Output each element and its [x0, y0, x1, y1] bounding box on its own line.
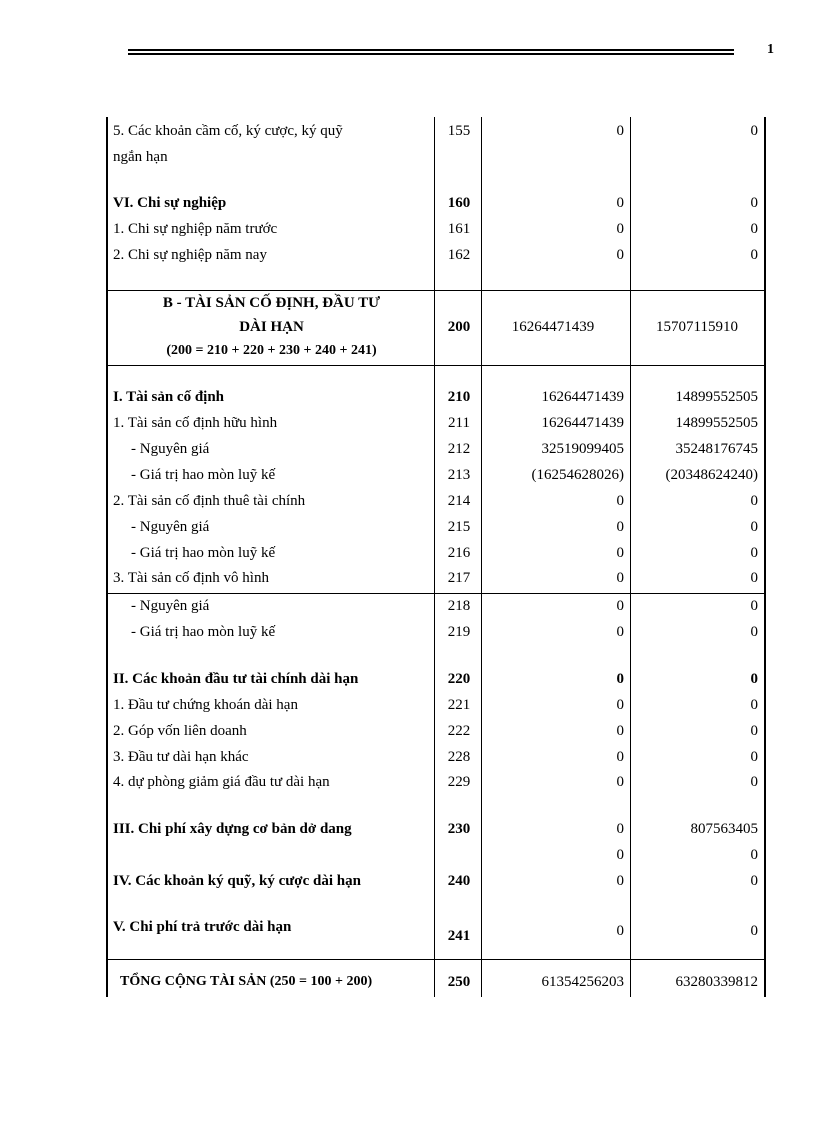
- row-label: IV. Các khoản ký quỹ, ký cược dài hạn: [113, 873, 361, 889]
- row-value-current: 0: [616, 570, 624, 586]
- section-heading: B - TÀI SẢN CỐ ĐỊNH, ĐẦU TƯ: [162, 295, 381, 311]
- row-label: - Nguyên giá: [131, 598, 210, 614]
- row-value-prior: 0: [750, 247, 758, 263]
- row-label: I. Tài sản cố định: [113, 389, 225, 405]
- row-code: 240: [447, 873, 471, 889]
- row-code: 162: [447, 247, 471, 263]
- row-value-prior: 14899552505: [675, 415, 758, 431]
- table-border-left: [106, 117, 108, 997]
- row-code: 219: [447, 624, 471, 640]
- row-value-current: 0: [616, 221, 624, 237]
- row-value-current: 0: [616, 598, 624, 614]
- row-code: 214: [447, 493, 471, 509]
- row-code: 220: [447, 671, 471, 687]
- row-label: 1. Đầu tư chứng khoán dài hạn: [113, 697, 298, 713]
- row-code: 213: [447, 467, 471, 483]
- row-label-cont: ngắn hạn: [113, 149, 168, 165]
- row-code: 217: [447, 570, 471, 586]
- row-value-current: 0: [616, 774, 624, 790]
- row-label: 2. Chi sự nghiệp năm nay: [113, 247, 267, 263]
- row-value-prior: (20348624240): [665, 467, 758, 483]
- row-value-prior: 0: [750, 671, 758, 687]
- row-code: 218: [447, 598, 471, 614]
- row-code: 215: [447, 519, 471, 535]
- row-value-prior: 15707115910: [656, 319, 738, 335]
- row-label: - Nguyên giá: [131, 519, 210, 535]
- row-value-current: 16264471439: [541, 415, 624, 431]
- row-label: 1. Tài sản cố định hữu hình: [113, 415, 278, 431]
- row-code: 160: [447, 195, 471, 211]
- row-value-current: 16264471439: [541, 389, 624, 405]
- row-code: 250: [447, 974, 471, 990]
- row-value-current: 32519099405: [541, 441, 624, 457]
- row-value-prior: 0: [750, 545, 758, 561]
- row-value-prior: 0: [750, 873, 758, 889]
- row-value-current: 0: [616, 545, 624, 561]
- row-code: 210: [447, 389, 471, 405]
- row-label: V. Chi phí trả trước dài hạn: [113, 919, 292, 935]
- row-value-current: 0: [616, 749, 624, 765]
- row-code: 222: [447, 723, 471, 739]
- row-value-current: 0: [616, 493, 624, 509]
- row-value-current: 16264471439: [511, 319, 595, 335]
- row-code: 155: [447, 123, 471, 139]
- table-border-right: [764, 117, 766, 997]
- row-value-current: 0: [616, 671, 624, 687]
- row-value-current: 0: [616, 723, 624, 739]
- row-divider: [106, 290, 766, 291]
- row-label: 1. Chi sự nghiệp năm trước: [113, 221, 278, 237]
- row-value-current: 0: [616, 624, 624, 640]
- row-value-prior: 0: [750, 598, 758, 614]
- row-value-prior: 0: [750, 723, 758, 739]
- row-code: 221: [447, 697, 471, 713]
- row-code: 216: [447, 545, 471, 561]
- section-heading-formula: (200 = 210 + 220 + 230 + 240 + 241): [166, 343, 377, 358]
- row-label: 2. Tài sản cố định thuê tài chính: [113, 493, 306, 509]
- row-value-prior: 0: [750, 519, 758, 535]
- row-label: - Giá trị hao mòn luỹ kế: [131, 467, 276, 483]
- page-number: 1: [767, 42, 774, 57]
- row-value-prior: 0: [750, 493, 758, 509]
- row-divider: [106, 593, 766, 594]
- row-value-prior: 0: [750, 923, 758, 939]
- total-label: TỔNG CỘNG TÀI SẢN (250 = 100 + 200): [120, 974, 373, 989]
- row-label: 4. dự phòng giảm giá đầu tư dài hạn: [113, 774, 330, 790]
- row-value-current: 61354256203: [541, 974, 624, 990]
- row-value-current: 0: [616, 821, 624, 837]
- row-value-prior: 0: [750, 570, 758, 586]
- row-value-current: 0: [616, 923, 624, 939]
- row-label: - Giá trị hao mòn luỹ kế: [131, 624, 276, 640]
- row-code: 230: [447, 821, 471, 837]
- row-label: 5. Các khoản cầm cố, ký cược, ký quỹ: [113, 123, 343, 139]
- row-divider: [106, 959, 766, 960]
- row-value-prior: 0: [750, 847, 758, 863]
- row-code: 229: [447, 774, 471, 790]
- row-value-current: 0: [616, 247, 624, 263]
- row-code: 212: [447, 441, 471, 457]
- row-label: III. Chi phí xây dựng cơ bản dở dang: [113, 821, 352, 837]
- row-value-prior: 0: [750, 195, 758, 211]
- row-code: 211: [448, 415, 470, 431]
- row-value-current: 0: [616, 195, 624, 211]
- row-code: 241: [447, 928, 471, 944]
- row-value-prior: 0: [750, 221, 758, 237]
- row-code: 228: [447, 749, 471, 765]
- row-value-current: 0: [616, 123, 624, 139]
- row-value-current: 0: [616, 519, 624, 535]
- row-value-prior: 807563405: [690, 821, 758, 837]
- row-label: - Giá trị hao mòn luỹ kế: [131, 545, 276, 561]
- row-label: VI. Chi sự nghiệp: [113, 195, 227, 211]
- row-label: II. Các khoản đầu tư tài chính dài hạn: [113, 671, 359, 687]
- row-value-current: 0: [616, 697, 624, 713]
- row-label: - Nguyên giá: [131, 441, 210, 457]
- row-value-prior: 35248176745: [675, 441, 758, 457]
- row-code: 200: [447, 319, 471, 335]
- row-value-prior: 0: [750, 774, 758, 790]
- row-divider: [106, 365, 766, 366]
- row-label: 2. Góp vốn liên doanh: [113, 723, 247, 739]
- row-value-prior: 0: [750, 123, 758, 139]
- row-value-prior: 0: [750, 624, 758, 640]
- row-value-current: (16254628026): [531, 467, 624, 483]
- row-value-prior: 63280339812: [675, 974, 758, 990]
- row-label: 3. Đầu tư dài hạn khác: [113, 749, 249, 765]
- row-label: 3. Tài sản cố định vô hình: [113, 570, 269, 586]
- row-value-current: 0: [616, 873, 624, 889]
- section-heading-cont: DÀI HẠN: [239, 319, 304, 335]
- row-value-prior: 14899552505: [675, 389, 758, 405]
- row-value-prior: 0: [750, 697, 758, 713]
- row-value-current: 0: [616, 847, 624, 863]
- row-code: 161: [447, 221, 471, 237]
- row-value-prior: 0: [750, 749, 758, 765]
